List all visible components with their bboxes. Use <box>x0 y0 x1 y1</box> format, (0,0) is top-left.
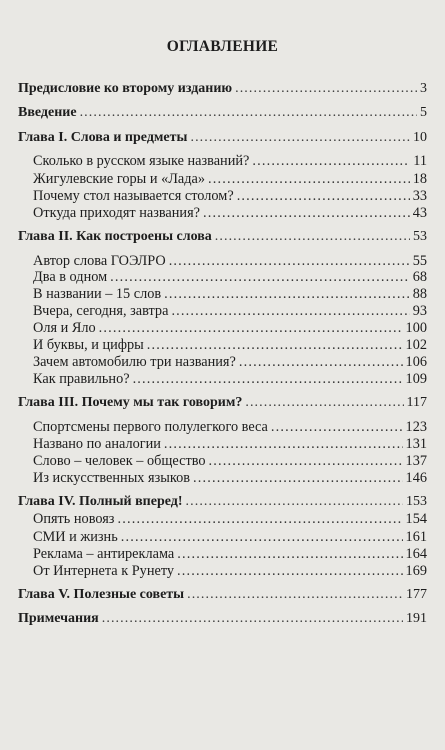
toc-entry-section <box>33 302 427 320</box>
toc-entry-preface <box>18 80 427 98</box>
leader-dots <box>209 452 403 470</box>
toc-entry-label: СМИ и жизнь <box>33 529 118 545</box>
toc-page-number: 18 <box>412 171 427 187</box>
toc-page-number: 93 <box>412 303 427 319</box>
toc-entry-label: Реклама – антиреклама <box>33 546 175 562</box>
toc-entry-notes <box>18 610 427 628</box>
toc-entry-section <box>33 152 427 170</box>
toc-page-number: 117 <box>406 395 427 410</box>
toc-entry-section <box>33 452 427 470</box>
toc-entry-label: Введение <box>18 105 77 120</box>
toc-page-number: 154 <box>405 511 427 527</box>
toc-page-number: 169 <box>405 563 427 579</box>
toc-page-number: 153 <box>406 494 427 509</box>
toc-entry-label: Примечания <box>18 611 99 626</box>
leader-dots <box>171 302 409 320</box>
leader-dots <box>80 104 417 122</box>
toc-entry-section <box>33 353 427 371</box>
toc-entry-label: И буквы, и цифры <box>33 337 144 353</box>
toc-page-number: 11 <box>413 153 427 169</box>
leader-dots <box>203 204 410 222</box>
toc-page-number: 123 <box>405 419 427 435</box>
toc-page-number: 33 <box>412 188 427 204</box>
toc-page-number: 43 <box>412 205 427 221</box>
toc-entry-section <box>33 510 427 528</box>
toc-page-number: 102 <box>405 337 427 353</box>
toc-entry-label: Вчера, сегодня, завтра <box>33 303 169 319</box>
toc-page-number: 88 <box>412 286 427 302</box>
toc-entry-section <box>33 204 427 222</box>
toc-entry-section <box>33 336 427 354</box>
toc-entry-chapter-2 <box>18 228 427 246</box>
toc-page-number: 55 <box>412 253 427 269</box>
toc-entry-section <box>33 418 427 436</box>
leader-dots <box>177 562 403 580</box>
leader-dots <box>235 80 417 98</box>
toc-entry-section <box>33 562 427 580</box>
toc-entry-label: Глава IV. Полный вперед! <box>18 494 183 509</box>
toc-entry-label: Автор слова ГОЭЛРО <box>33 253 166 269</box>
toc-page-number: 10 <box>413 130 427 145</box>
toc-page-number: 146 <box>405 470 427 486</box>
toc-entry-section <box>33 469 427 487</box>
toc-entry-label: Сколько в русском языке названий? <box>33 153 250 169</box>
toc-entry-section <box>33 285 427 303</box>
toc-page-number: 100 <box>405 320 427 336</box>
toc-page-number: 161 <box>405 529 427 545</box>
toc-page-number: 53 <box>413 229 427 244</box>
toc-entry-chapter-3 <box>18 394 427 412</box>
toc-page-number: 109 <box>405 371 427 387</box>
toc-entry-label: Глава V. Полезные советы <box>18 587 185 602</box>
toc-page-number: 164 <box>405 546 427 562</box>
toc-entry-label: Глава I. Слова и предметы <box>18 130 188 145</box>
toc-entry-label: Слово – человек – общество <box>33 453 206 469</box>
leader-dots <box>215 228 410 246</box>
leader-dots <box>186 493 403 511</box>
leader-dots <box>121 528 403 546</box>
leader-dots <box>147 336 403 354</box>
toc-entry-label: Оля и Яло <box>33 320 96 336</box>
toc-entry-section <box>33 319 427 337</box>
leader-dots <box>252 152 410 170</box>
toc-page-number: 191 <box>406 611 427 626</box>
leader-dots <box>133 370 403 388</box>
toc-entry-section <box>33 545 427 563</box>
toc-entry-label: Предисловие ко второму изданию <box>18 81 233 96</box>
toc-page-number: 3 <box>420 81 427 96</box>
toc-entry-section <box>33 187 427 205</box>
leader-dots <box>164 435 403 453</box>
leader-dots <box>193 469 403 487</box>
toc-entry-chapter-4 <box>18 493 427 511</box>
toc-entry-label: Глава II. Как построены слова <box>18 229 212 244</box>
leader-dots <box>237 187 410 205</box>
toc-entry-label: Спортсмены первого полулегкого веса <box>33 419 268 435</box>
toc-entry-introduction <box>18 104 427 122</box>
toc-entry-label: Жигулевские горы и «Лада» <box>33 171 206 187</box>
leader-dots <box>239 353 403 371</box>
leader-dots <box>190 129 410 147</box>
toc-entry-section <box>33 170 427 188</box>
toc-entry-label: Из искусственных языков <box>33 470 190 486</box>
toc-entry-label: Откуда приходят названия? <box>33 205 200 221</box>
leader-dots <box>177 545 402 563</box>
toc-entry-section <box>33 268 427 286</box>
toc-page-number: 137 <box>405 453 427 469</box>
toc-entry-chapter-1 <box>18 129 427 147</box>
toc-page-number: 131 <box>405 436 427 452</box>
toc-entry-label: Два в одном <box>33 269 108 285</box>
leader-dots <box>102 610 403 628</box>
toc-page-number: 68 <box>412 269 427 285</box>
toc-page-number: 106 <box>405 354 427 370</box>
page-title: ОГЛАВЛЕНИЕ <box>166 38 279 55</box>
leader-dots <box>99 319 403 337</box>
toc-entry-label: Почему стол называется столом? <box>33 188 234 204</box>
leader-dots <box>208 170 410 188</box>
toc-entry-section <box>33 370 427 388</box>
leader-dots <box>164 285 410 303</box>
leader-dots <box>110 268 410 286</box>
toc-entry-label: Названо по аналогии <box>33 436 161 452</box>
toc-entry-label: Как правильно? <box>33 371 130 387</box>
leader-dots <box>271 418 403 436</box>
toc-entry-label: От Интернета к Рунету <box>33 563 175 579</box>
toc-page-number: 177 <box>406 587 427 602</box>
toc-entry-section <box>33 528 427 546</box>
leader-dots <box>245 394 403 412</box>
toc-entry-section <box>33 435 427 453</box>
toc-entry-label: Опять новояз <box>33 511 115 527</box>
toc-entry-label: Глава III. Почему мы так говорим? <box>18 395 243 410</box>
leader-dots <box>187 586 403 604</box>
leader-dots <box>117 510 402 528</box>
toc-entry-label: Зачем автомобилю три названия? <box>33 354 236 370</box>
toc-entry-chapter-5 <box>18 586 427 604</box>
toc-page-number: 5 <box>420 105 427 120</box>
toc-entry-label: В названии – 15 слов <box>33 286 162 302</box>
